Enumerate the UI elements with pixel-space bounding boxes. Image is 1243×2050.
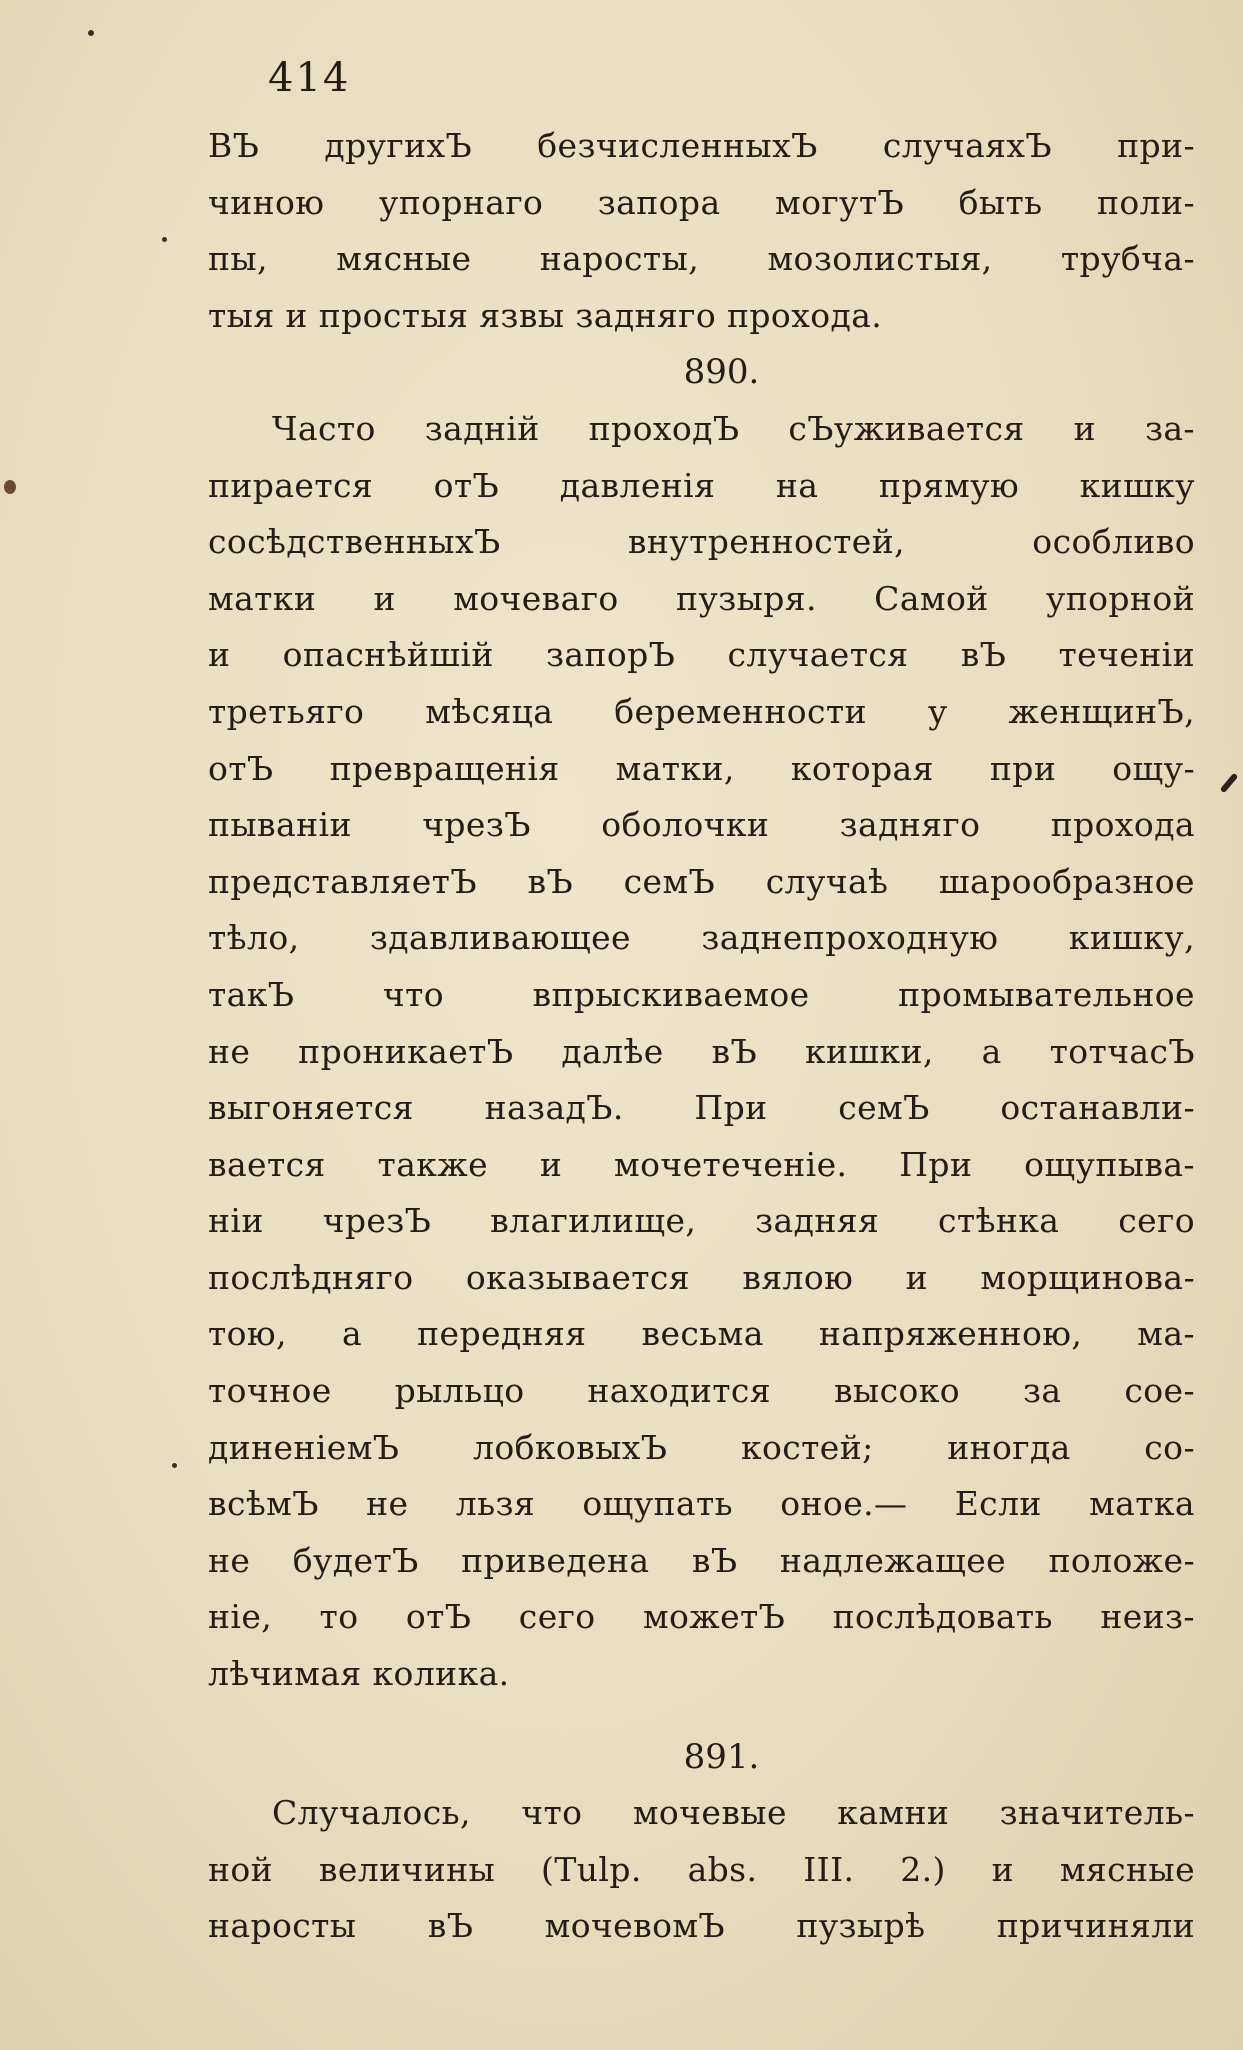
- text-line: такЪ что впрыскиваемое промывательное: [208, 974, 1195, 1014]
- text-line: тѣло, здавливающее заднепроходную кишку,: [208, 918, 1195, 958]
- paragraph-890: [208, 401, 1195, 1703]
- text-line: тыя и простыя язвы задняго прохода.: [208, 295, 883, 335]
- ink-speck: [4, 480, 16, 494]
- ink-speck: [162, 237, 167, 242]
- ink-mark: [1220, 773, 1239, 794]
- section-number-891: 891.: [683, 1736, 760, 1777]
- text-line: не будетЪ приведена вЪ надлежащее положе-: [208, 1540, 1195, 1580]
- text-line: диненіемЪ лобковыхЪ костей; иногда со-: [208, 1427, 1195, 1467]
- paragraph-891: [208, 1785, 1195, 1955]
- text-line: всѣмЪ не льзя ощупать оное.— Если матка: [208, 1484, 1195, 1524]
- text-line: не проникаетЪ далѣе вЪ кишки, а тотчасЪ: [208, 1031, 1195, 1071]
- ink-speck: [88, 30, 94, 36]
- text-line: отЪ превращенія матки, которая при ощу-: [208, 748, 1195, 788]
- text-line: ной величины (Tulp. abs. III. 2.) и мясные: [208, 1849, 1195, 1889]
- text-line: послѣдняго оказывается вялою и морщинова-: [208, 1257, 1195, 1297]
- text-line: представляетЪ вЪ семЪ случаѣ шарообразное: [208, 861, 1195, 901]
- text-line: ніе, то отЪ сего можетЪ послѣдовать неиз-: [208, 1597, 1195, 1637]
- text-line: ВЪ другихЪ безчисленныхЪ случаяхЪ при-: [208, 126, 1195, 165]
- text-line: тою, а передняя весьма напряженною, ма-: [208, 1314, 1195, 1354]
- text-line: чиною упорнаго запора могутЪ быть поли-: [208, 182, 1195, 222]
- text-line: наросты вЪ мочевомЪ пузырѣ причиняли: [208, 1906, 1195, 1946]
- text-line: матки и мочеваго пузыря. Самой упорной: [208, 578, 1195, 618]
- text-line: лѣчимая колика.: [208, 1654, 510, 1694]
- text-line: вается также и мочетеченіе. При ощупыва-: [208, 1144, 1195, 1184]
- text-line: выгоняется назадЪ. При семЪ останавли-: [208, 1088, 1195, 1128]
- text-line: пы, мясные наросты, мозолистыя, трубча-: [208, 239, 1195, 279]
- page-number: 414: [268, 55, 351, 101]
- text-line: пываніи чрезЪ оболочки задняго прохода: [208, 805, 1195, 845]
- text-line: сосѣдственныхЪ внутренностей, особливо: [208, 522, 1195, 562]
- text-line: точное рыльцо находится высоко за сое-: [208, 1371, 1195, 1411]
- text-line: третьяго мѣсяца беременности у женщинЪ,: [208, 691, 1195, 731]
- paragraph-gap: [208, 1703, 1195, 1729]
- text-line: ніи чрезЪ влагилище, задняя стѣнка сего: [208, 1201, 1195, 1241]
- text-line: Случалось, что мочевые камни значитель-: [272, 1793, 1195, 1833]
- text-line: пирается отЪ давленія на прямую кишку: [208, 465, 1195, 505]
- text-line: Часто задній проходЪ сЪуживается и за-: [272, 408, 1195, 448]
- ink-speck: [172, 1463, 177, 1468]
- paragraph-continuation: [208, 118, 1195, 344]
- text-line: и опаснѣйшій запорЪ случается вЪ теченіи: [208, 635, 1195, 675]
- text-block: [208, 118, 1195, 1955]
- section-number-890: 890.: [683, 352, 760, 393]
